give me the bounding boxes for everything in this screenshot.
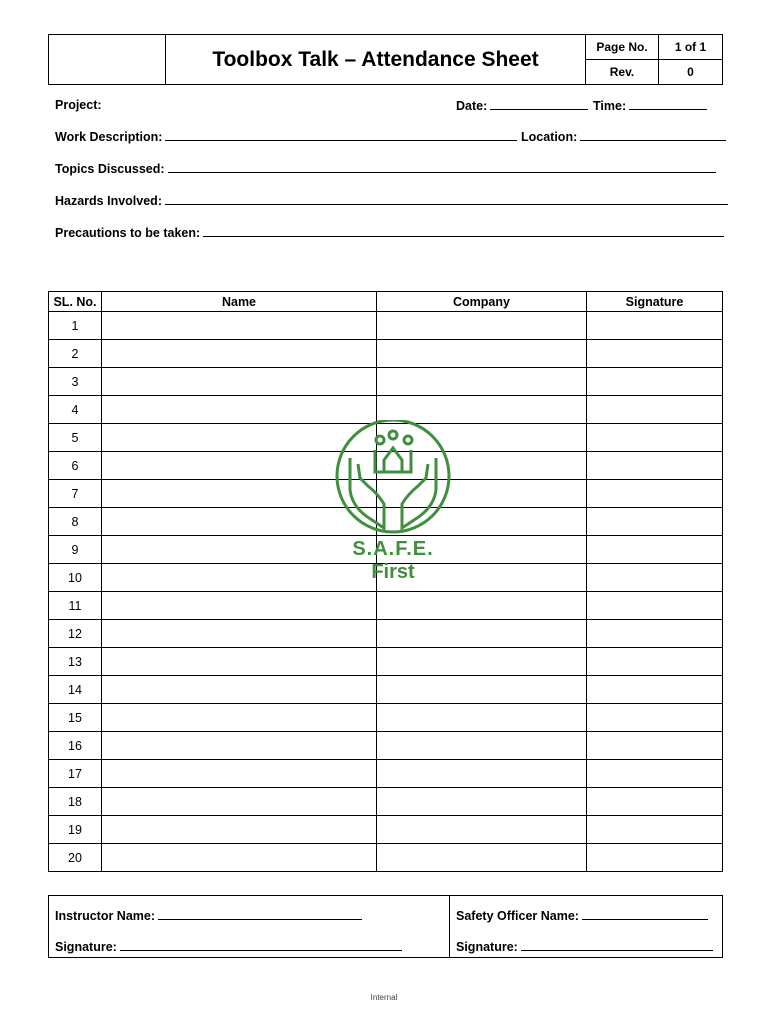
- instructor-name-line: [158, 908, 362, 920]
- name-cell[interactable]: [102, 732, 377, 760]
- table-row: [49, 452, 723, 480]
- row-number: 1: [49, 312, 102, 340]
- precautions-field[interactable]: [55, 225, 724, 240]
- rev-value: 0: [659, 60, 723, 85]
- row-number: 7: [49, 480, 102, 508]
- time-label: Time:: [593, 99, 627, 113]
- company-cell[interactable]: [377, 340, 587, 368]
- signature-cell[interactable]: [587, 816, 723, 844]
- row-number: 13: [49, 648, 102, 676]
- col-header-name: Name: [102, 292, 377, 312]
- signature-cell[interactable]: [587, 760, 723, 788]
- topics-label: Topics Discussed:: [55, 162, 165, 176]
- company-cell[interactable]: [377, 676, 587, 704]
- table-row: [49, 396, 723, 424]
- topics-line: [168, 161, 716, 173]
- signature-cell[interactable]: [587, 676, 723, 704]
- name-cell[interactable]: [102, 704, 377, 732]
- table-row: [49, 508, 723, 536]
- company-cell[interactable]: [377, 368, 587, 396]
- signature-cell[interactable]: [587, 508, 723, 536]
- table-row: [49, 312, 723, 340]
- company-cell[interactable]: [377, 312, 587, 340]
- table-row: [49, 564, 723, 592]
- page-no-label: Page No.: [586, 35, 659, 60]
- signature-cell[interactable]: [587, 844, 723, 872]
- table-row: [49, 592, 723, 620]
- date-field[interactable]: [456, 98, 588, 113]
- company-cell[interactable]: [377, 508, 587, 536]
- table-row: [49, 368, 723, 396]
- hazards-label: Hazards Involved:: [55, 194, 162, 208]
- safety-officer-signature-field[interactable]: [456, 939, 713, 954]
- row-number: 14: [49, 676, 102, 704]
- row-number: 12: [49, 620, 102, 648]
- time-line: [629, 98, 707, 110]
- row-number: 20: [49, 844, 102, 872]
- page-no-value: 1 of 1: [659, 35, 723, 60]
- name-cell[interactable]: [102, 508, 377, 536]
- signature-cell[interactable]: [587, 340, 723, 368]
- row-number: 3: [49, 368, 102, 396]
- company-cell[interactable]: [377, 648, 587, 676]
- name-cell[interactable]: [102, 648, 377, 676]
- signature-cell[interactable]: [587, 620, 723, 648]
- safety-officer-signature-line: [521, 939, 713, 951]
- company-cell[interactable]: [377, 844, 587, 872]
- row-number: 2: [49, 340, 102, 368]
- name-cell[interactable]: [102, 340, 377, 368]
- project-field[interactable]: [55, 98, 102, 112]
- name-cell[interactable]: [102, 452, 377, 480]
- row-number: 5: [49, 424, 102, 452]
- signature-cell[interactable]: [587, 480, 723, 508]
- signature-cell[interactable]: [587, 788, 723, 816]
- table-row: [49, 732, 723, 760]
- signature-cell[interactable]: [587, 424, 723, 452]
- name-cell[interactable]: [102, 368, 377, 396]
- company-cell[interactable]: [377, 704, 587, 732]
- signoff-table: [48, 895, 723, 958]
- table-row: [49, 676, 723, 704]
- table-row: [49, 788, 723, 816]
- col-header-signature: Signature: [587, 292, 723, 312]
- company-cell[interactable]: [377, 592, 587, 620]
- row-number: 8: [49, 508, 102, 536]
- safety-officer-name-field[interactable]: [456, 908, 708, 923]
- hazards-line: [165, 193, 728, 205]
- table-row: [49, 340, 723, 368]
- table-row: [49, 816, 723, 844]
- name-cell[interactable]: [102, 424, 377, 452]
- name-cell[interactable]: [102, 592, 377, 620]
- table-row: [49, 424, 723, 452]
- project-label: Project:: [55, 98, 102, 112]
- table-row: [49, 648, 723, 676]
- hazards-field[interactable]: [55, 193, 728, 208]
- company-cell[interactable]: [377, 424, 587, 452]
- name-cell[interactable]: [102, 760, 377, 788]
- row-number: 19: [49, 816, 102, 844]
- precautions-label: Precautions to be taken:: [55, 226, 201, 240]
- location-field[interactable]: [521, 129, 726, 144]
- attendance-table: [48, 291, 723, 872]
- date-line: [490, 98, 588, 110]
- company-cell[interactable]: [377, 480, 587, 508]
- company-cell[interactable]: [377, 788, 587, 816]
- company-cell[interactable]: [377, 816, 587, 844]
- row-number: 9: [49, 536, 102, 564]
- instructor-signature-line: [120, 939, 402, 951]
- table-row: [49, 704, 723, 732]
- table-row: [49, 620, 723, 648]
- signature-cell[interactable]: [587, 312, 723, 340]
- company-cell[interactable]: [377, 760, 587, 788]
- row-number: 4: [49, 396, 102, 424]
- signature-cell[interactable]: [587, 648, 723, 676]
- safety-officer-name-label: Safety Officer Name:: [456, 909, 579, 923]
- company-cell[interactable]: [377, 620, 587, 648]
- document-title: Toolbox Talk – Attendance Sheet: [166, 35, 586, 85]
- row-number: 10: [49, 564, 102, 592]
- name-cell[interactable]: [102, 816, 377, 844]
- instructor-signature-field[interactable]: [55, 939, 402, 954]
- row-number: 16: [49, 732, 102, 760]
- row-number: 17: [49, 760, 102, 788]
- company-cell[interactable]: [377, 396, 587, 424]
- name-cell[interactable]: [102, 788, 377, 816]
- work-description-line: [165, 129, 517, 141]
- work-description-label: Work Description:: [55, 130, 163, 144]
- signature-cell[interactable]: [587, 732, 723, 760]
- table-row: [49, 480, 723, 508]
- signature-cell[interactable]: [587, 536, 723, 564]
- safety-officer-name-line: [582, 908, 708, 920]
- rev-label: Rev.: [586, 60, 659, 85]
- company-cell[interactable]: [377, 452, 587, 480]
- safety-officer-signature-label: Signature:: [456, 940, 518, 954]
- row-number: 18: [49, 788, 102, 816]
- signature-cell[interactable]: [587, 592, 723, 620]
- company-cell[interactable]: [377, 536, 587, 564]
- work-description-field[interactable]: [55, 129, 517, 144]
- table-row: [49, 760, 723, 788]
- name-cell[interactable]: [102, 564, 377, 592]
- row-number: 11: [49, 592, 102, 620]
- instructor-name-field[interactable]: [55, 908, 362, 923]
- name-cell[interactable]: [102, 480, 377, 508]
- signature-cell[interactable]: [587, 564, 723, 592]
- name-cell[interactable]: [102, 396, 377, 424]
- name-cell[interactable]: [102, 620, 377, 648]
- signature-cell[interactable]: [587, 396, 723, 424]
- company-cell[interactable]: [377, 564, 587, 592]
- precautions-line: [203, 225, 724, 237]
- col-header-sl-no: SL. No.: [49, 292, 102, 312]
- name-cell[interactable]: [102, 536, 377, 564]
- signature-cell[interactable]: [587, 452, 723, 480]
- topics-field[interactable]: [55, 161, 716, 176]
- signature-cell[interactable]: [587, 368, 723, 396]
- table-row: [49, 536, 723, 564]
- instructor-signature-label: Signature:: [55, 940, 117, 954]
- name-cell[interactable]: [102, 844, 377, 872]
- time-field[interactable]: [593, 98, 707, 113]
- watermark-line1: S.A.F.E.: [352, 538, 434, 560]
- signature-cell[interactable]: [587, 704, 723, 732]
- location-line: [580, 129, 726, 141]
- company-cell[interactable]: [377, 732, 587, 760]
- date-label: Date:: [456, 99, 488, 113]
- instructor-name-label: Instructor Name:: [55, 909, 156, 923]
- safety-officer-cell: [450, 896, 723, 958]
- table-row: [49, 844, 723, 872]
- watermark-line2: First: [371, 561, 415, 583]
- table-header-row: [49, 292, 723, 312]
- name-cell[interactable]: [102, 312, 377, 340]
- classification-label: Internal: [370, 993, 398, 1002]
- col-header-company: Company: [377, 292, 587, 312]
- document-header: [48, 34, 723, 85]
- location-label: Location:: [521, 130, 578, 144]
- instructor-cell: [49, 896, 450, 958]
- logo-box: [49, 35, 166, 85]
- name-cell[interactable]: [102, 676, 377, 704]
- row-number: 15: [49, 704, 102, 732]
- row-number: 6: [49, 452, 102, 480]
